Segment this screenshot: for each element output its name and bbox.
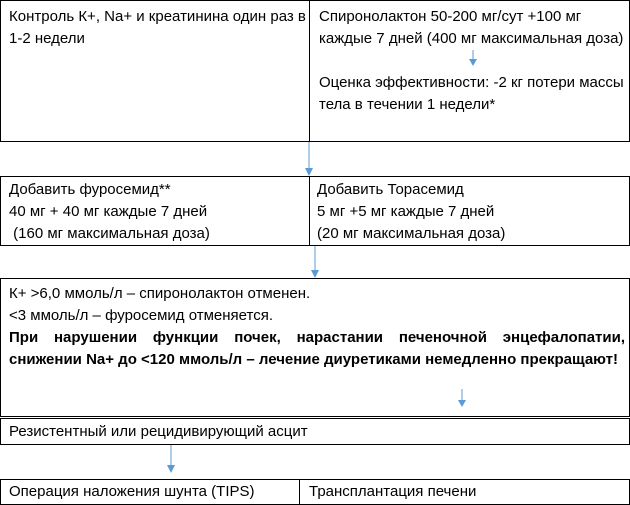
row5-right-cell	[309, 481, 625, 503]
torasemide-title: Добавить Торасемид	[317, 181, 464, 198]
resistant-ascites-label: Резистентный или рецидивирующий асцит	[9, 423, 308, 440]
row1-divider	[309, 1, 310, 141]
potassium-low-rule: <3 ммоль/л – фуросемид отменяется.	[9, 307, 273, 324]
torasemide-dose: 5 мг +5 мг каждые 7 дней	[317, 203, 495, 220]
furosemide-title: Добавить фуросемид**	[9, 181, 171, 198]
row1-right-text-1: Спиронолактон 50-200 мг/сут +100 мг каждые 7 дней (400 мг максимальная доза)	[319, 8, 624, 47]
row5-divider	[299, 480, 300, 504]
arrow-down-icon	[310, 246, 320, 278]
row2-right-cell	[317, 179, 625, 245]
row5-left-cell	[9, 481, 297, 503]
row5-box	[0, 479, 630, 505]
row1-left-text: Контроль К+, Na+ и креатинина один раз в 1-2 недели	[9, 8, 306, 47]
liver-transplant-label: Трансплантация печени	[309, 483, 477, 500]
arrow-down-icon	[304, 142, 314, 176]
furosemide-max: (160 мг максимальная доза)	[9, 225, 210, 242]
potassium-high-rule: К+ >6,0 ммоль/л – спиронолактон отменен.	[9, 285, 311, 302]
arrow-down-icon	[457, 389, 467, 407]
furosemide-dose: 40 мг + 40 мг каждые 7 дней	[9, 203, 208, 220]
row4-box	[0, 418, 630, 445]
row2-divider	[309, 177, 310, 245]
row1-box	[0, 0, 630, 142]
arrow-down-icon	[468, 50, 478, 66]
row2-box	[0, 176, 630, 246]
row2-left-cell	[9, 179, 307, 245]
row3-content	[9, 283, 625, 371]
row1-left-cell	[9, 6, 307, 50]
tips-operation-label: Операция наложения шунта (TIPS)	[9, 483, 255, 500]
torasemide-max: (20 мг максимальная доза)	[317, 225, 506, 242]
row1-right-text-2: Оценка эффективности: -2 кг потери массы тела в течении 1 недели*	[319, 74, 624, 113]
row4-content	[9, 421, 625, 443]
stop-diuretics-warning: При нарушении функции почек, нарастании печеночной энцефалопатии, снижении Na+ до <120 ммоль/л – лечение диуретиками немедленно прекращают!	[9, 329, 625, 368]
row3-box	[0, 278, 630, 417]
arrow-down-icon	[166, 445, 176, 473]
